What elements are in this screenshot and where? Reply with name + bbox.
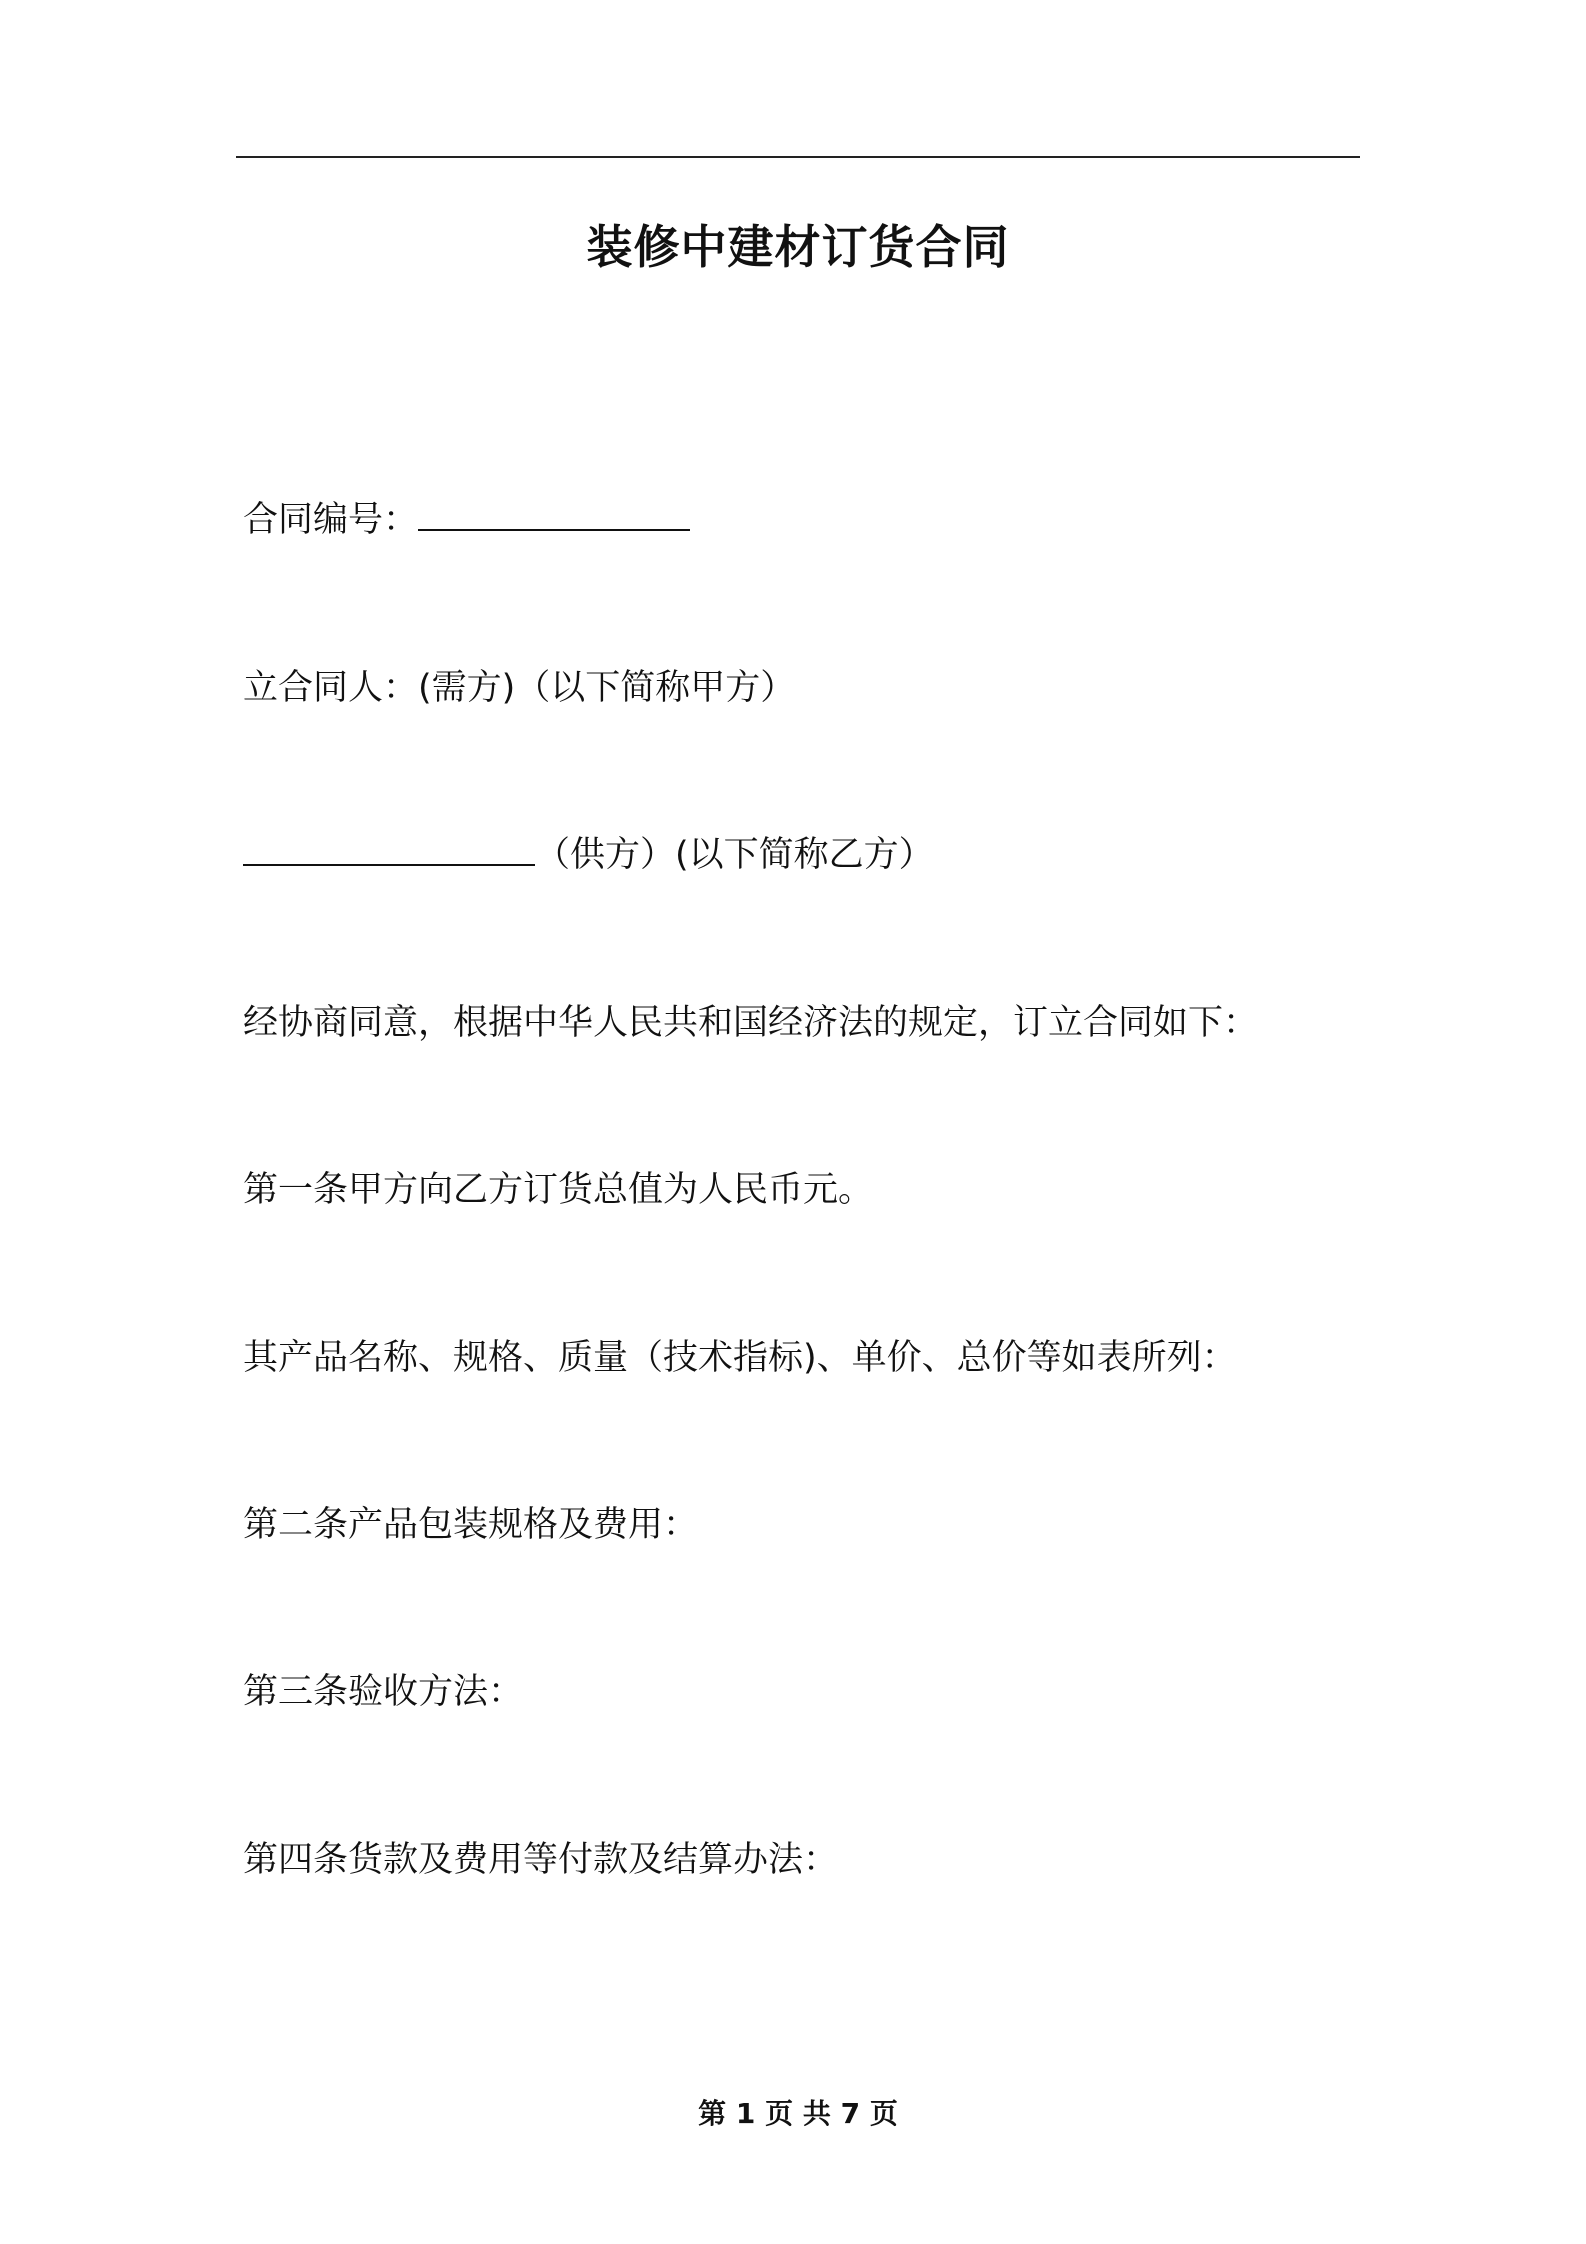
header-rule [236, 156, 1360, 158]
article-3: 第三条验收方法： [243, 1672, 524, 1712]
contract-number-blank [418, 497, 690, 531]
contract-number-line [243, 495, 1363, 545]
preamble: 经协商同意，根据中华人民共和国经济法的规定，订立合同如下： [243, 1003, 1259, 1043]
supplier-line [243, 830, 1363, 880]
article-1: 第一条甲方向乙方订货总值为人民币元。 [243, 1170, 874, 1210]
article-2: 第二条产品包装规格及费用： [243, 1505, 699, 1545]
article-4: 第四条货款及费用等付款及结算办法： [243, 1840, 839, 1880]
supplier-label: （供方）(以下简称乙方） [535, 835, 934, 875]
document-title: 装修中建材订货合同 [586, 220, 1010, 274]
page-indicator: 第 1 页 共 7 页 [698, 2097, 898, 2130]
supplier-blank [243, 832, 535, 866]
article-1-detail: 其产品名称、规格、质量（技术指标)、单价、总价等如表所列： [243, 1338, 1237, 1378]
party-line: 立合同人：(需方)（以下简称甲方） [243, 668, 796, 708]
contract-number-label: 合同编号： [243, 500, 419, 540]
